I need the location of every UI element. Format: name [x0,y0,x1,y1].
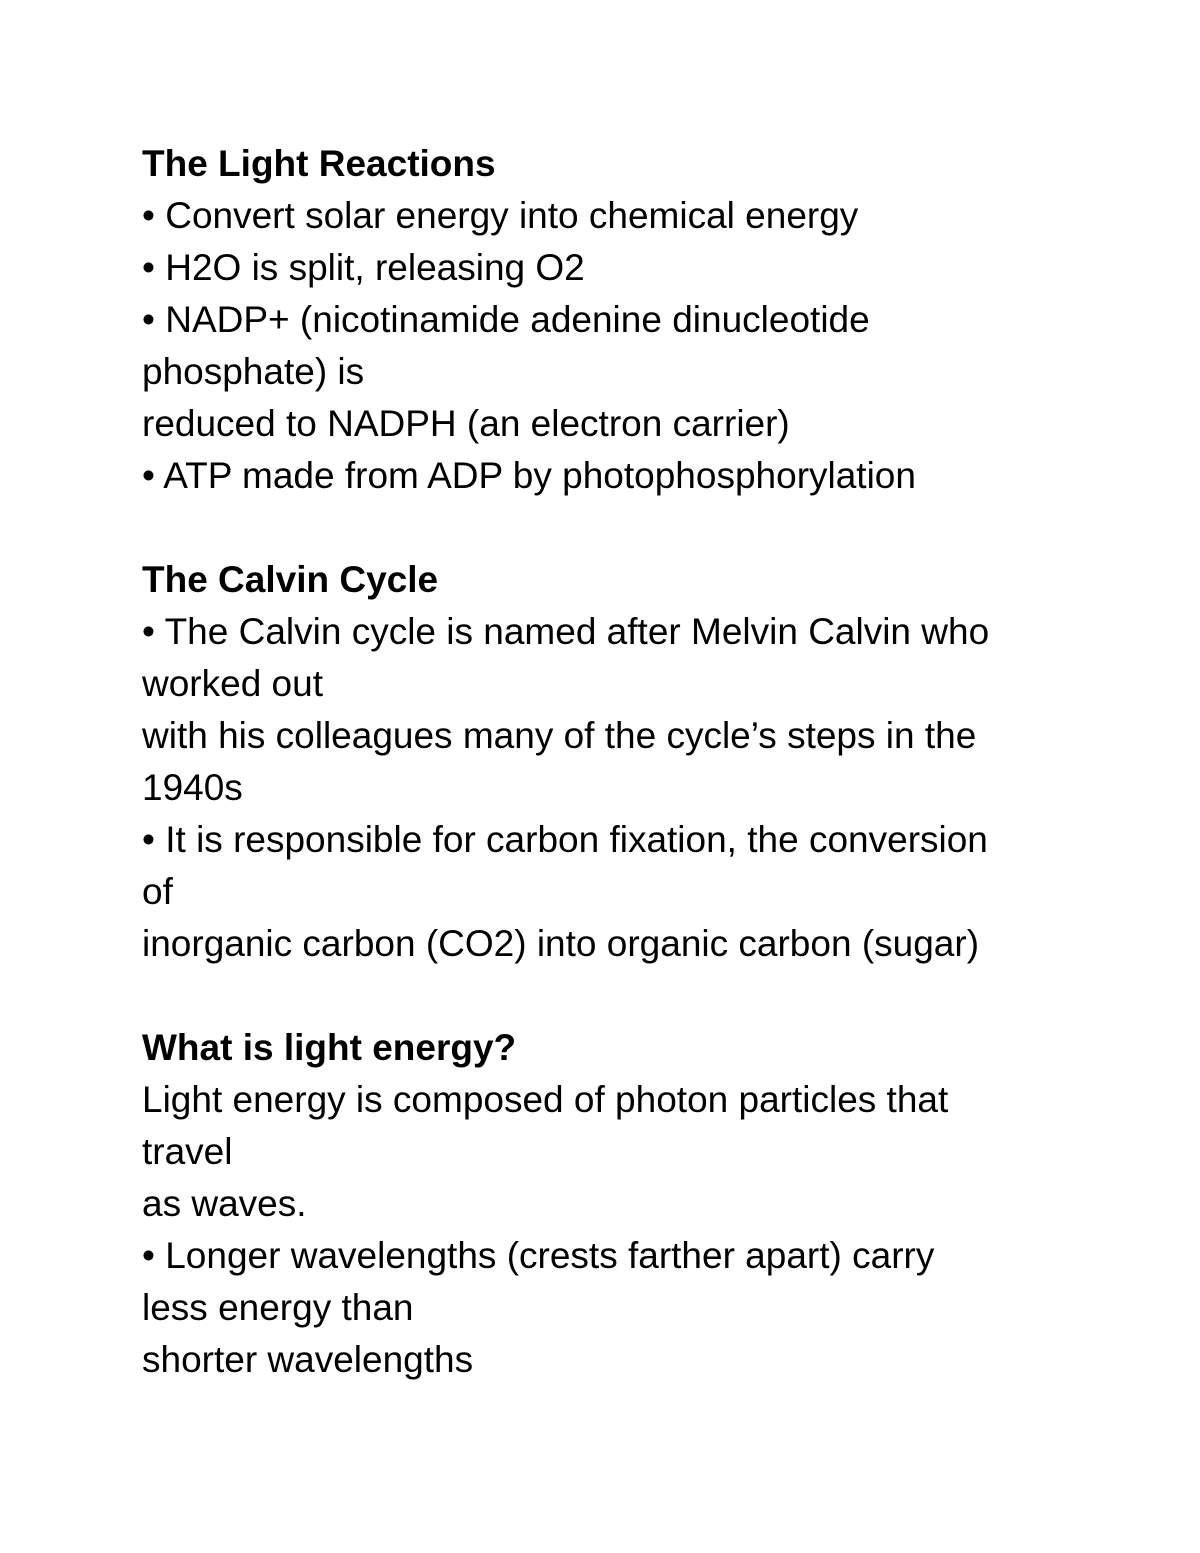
text-line: • H2O is split, releasing O2 [142,247,585,288]
text-line: • Longer wavelengths (crests farther apart) carry [142,1235,935,1276]
text-line: less energy than [142,1287,414,1328]
text-line: • ATP made from ADP by photophosphorylation [142,455,916,496]
section-spacer [142,502,1142,554]
text-line: • Convert solar energy into chemical energy [142,195,859,236]
text-line: travel [142,1131,233,1172]
document-body [142,138,1142,1386]
text-line: reduced to NADPH (an electron carrier) [142,403,790,444]
text-line: phosphate) is [142,351,365,392]
text-line: as waves. [142,1183,307,1224]
text-line: 1940s [142,767,243,808]
text-line: Light energy is composed of photon particles that [142,1079,949,1120]
section-spacer [142,970,1142,1022]
section-heading-light-energy: What is light energy? [142,1027,517,1068]
text-line: • NADP+ (nicotinamide adenine dinucleotide [142,299,870,340]
text-line: inorganic carbon (CO2) into organic carbon (sugar) [142,923,980,964]
section-heading-light-reactions: The Light Reactions [142,143,496,184]
text-line: • The Calvin cycle is named after Melvin Calvin who [142,611,990,652]
text-line: • It is responsible for carbon fixation, the conversion [142,819,988,860]
section-heading-calvin-cycle: The Calvin Cycle [142,559,439,600]
text-line: of [142,871,173,912]
text-line: with his colleagues many of the cycle’s steps in the [142,715,977,756]
text-line: worked out [142,663,323,704]
text-line: shorter wavelengths [142,1339,474,1380]
